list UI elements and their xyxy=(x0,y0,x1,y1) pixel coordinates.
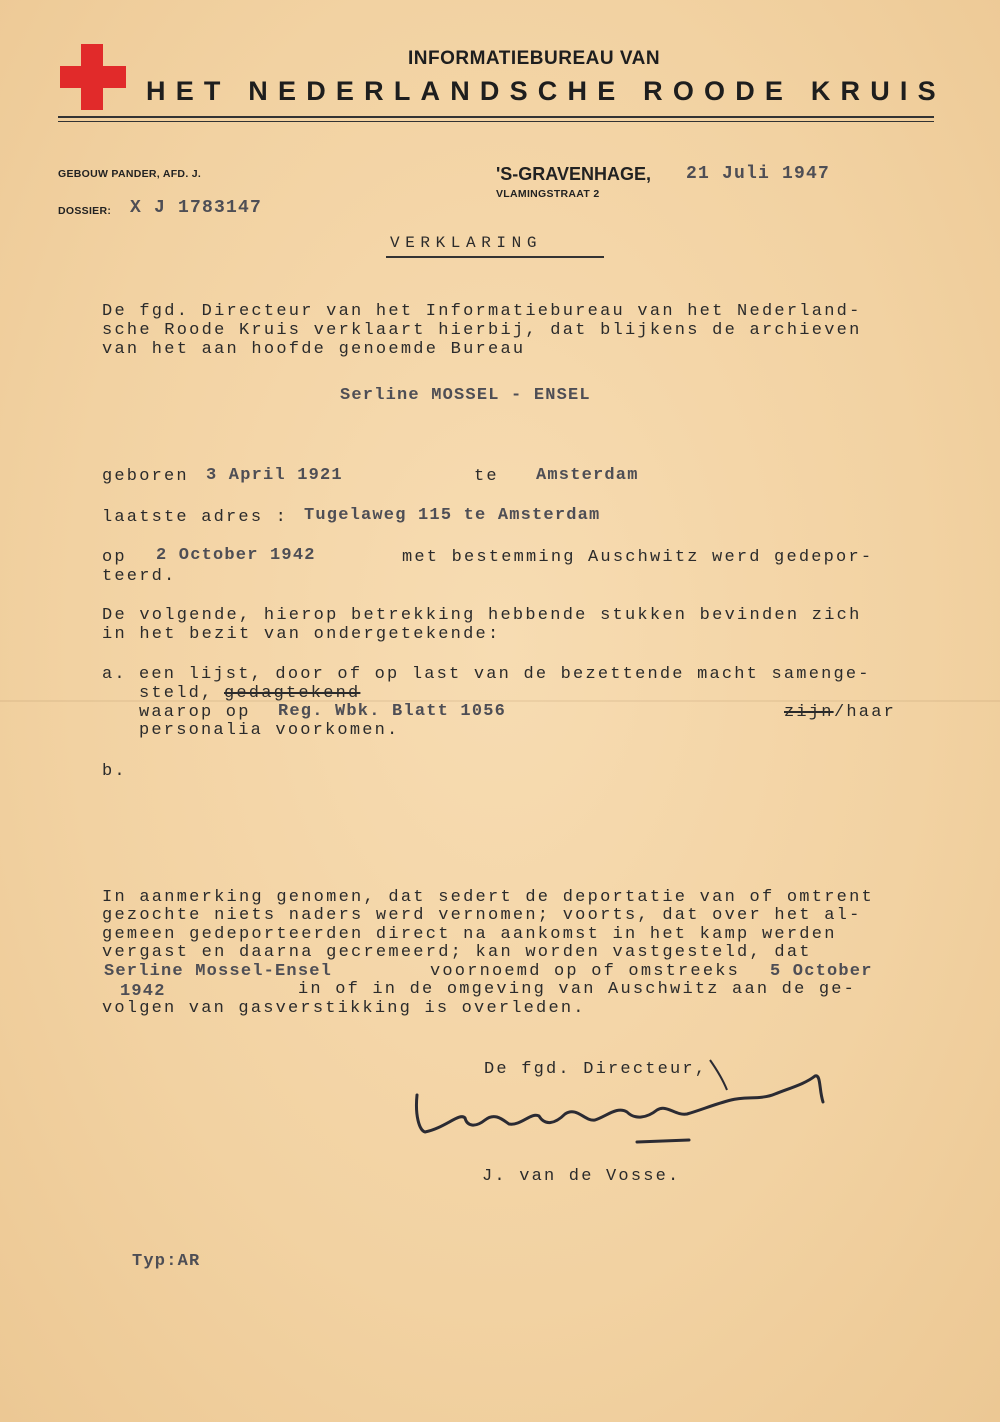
born-place-label: te xyxy=(474,467,499,486)
dossier-label: DOSSIER: xyxy=(58,205,112,217)
letterhead-rule xyxy=(58,116,934,118)
conclusion-line-7: volgen van gasverstikking is overleden. xyxy=(102,999,586,1018)
born-label: geboren xyxy=(102,467,189,486)
deport-date: 2 October 1942 xyxy=(156,546,316,565)
intro-line-2: sche Roode Kruis verklaart hierbij, dat blijkens de archieven xyxy=(102,321,862,340)
intro-line-3: van het aan hoofde genoemde Bureau xyxy=(102,340,526,359)
item-a-line-3-prefix: waarop op xyxy=(139,703,251,722)
document-title: VERKLARING xyxy=(390,234,543,252)
conclusion-line-6: in of in de omgeving van Auschwitz aan de ge- xyxy=(298,980,857,999)
item-a-line-2-prefix: steld, xyxy=(139,684,214,703)
deport-text: met bestemming Auschwitz werd gedepor- xyxy=(402,548,874,567)
letter-date: 21 Juli 1947 xyxy=(686,164,831,184)
item-b-marker: b. xyxy=(102,762,127,781)
deport-label: op xyxy=(102,548,127,567)
documents-intro-2: in het bezit van ondergetekende: xyxy=(102,625,501,644)
death-date-part-2: 1942 xyxy=(120,982,166,1001)
deport-text-2: teerd. xyxy=(102,567,177,586)
pronoun-suffix: /haar xyxy=(834,703,897,722)
address-value: Tugelaweg 115 te Amsterdam xyxy=(304,506,601,525)
death-date-part-1: 5 October xyxy=(770,962,873,981)
conclusion-name: Serline Mossel-Ensel xyxy=(104,962,333,981)
conclusion-line-3: gemeen gedeporteerden direct na aankomst in het kamp werden xyxy=(102,925,837,944)
building-label: GEBOUW PANDER, AFD. J. xyxy=(58,168,202,180)
conclusion-mid-text: voornoemd op of omstreeks xyxy=(430,962,741,981)
documents-intro-1: De volgende, hierop betrekking hebbende stukken bevinden zich xyxy=(102,606,862,625)
born-date: 3 April 1921 xyxy=(206,466,343,485)
letterhead-top-line: INFORMATIEBUREAU VAN xyxy=(408,48,661,69)
conclusion-line-4: vergast en daarna gecremeerd; kan worden vastgesteld, dat xyxy=(102,943,812,962)
struck-pronoun: zijn xyxy=(784,703,834,722)
street-label: VLAMINGSTRAAT 2 xyxy=(496,188,600,200)
handwritten-signature xyxy=(405,1040,835,1150)
title-underline xyxy=(386,256,604,258)
person-name: Serline MOSSEL - ENSEL xyxy=(340,386,591,405)
item-a-marker: a. xyxy=(102,665,127,684)
letterhead-rule-thin xyxy=(58,121,934,122)
item-a-struck-word: gedagtekend xyxy=(224,684,361,703)
item-a-line-4: personalia voorkomen. xyxy=(139,721,400,740)
address-label: laatste adres : xyxy=(102,508,289,527)
city-label: 'S-GRAVENHAGE, xyxy=(496,164,651,184)
conclusion-line-1: In aanmerking genomen, dat sedert de deportatie van of omtrent xyxy=(102,888,875,907)
intro-line-1: De fgd. Directeur van het Informatiebureau van het Nederland- xyxy=(102,302,862,321)
born-place: Amsterdam xyxy=(536,466,639,485)
register-reference: Reg. Wbk. Blatt 1056 xyxy=(278,702,507,721)
dossier-value: X J 1783147 xyxy=(130,198,263,218)
item-a-line-1: een lijst, door of op last van de bezettende macht samenge- xyxy=(139,665,871,684)
signature-title: De fgd. Directeur, xyxy=(484,1060,708,1079)
conclusion-line-2: gezochte niets naders werd vernomen; voorts, dat over het al- xyxy=(102,906,862,925)
signatory-name: J. van de Vosse. xyxy=(482,1167,681,1186)
typist-initials: Typ:AR xyxy=(132,1252,201,1271)
red-cross-logo-bar xyxy=(60,66,126,88)
letterhead-main-line: HET NEDERLANDSCHE ROODE KRUIS xyxy=(146,76,946,106)
